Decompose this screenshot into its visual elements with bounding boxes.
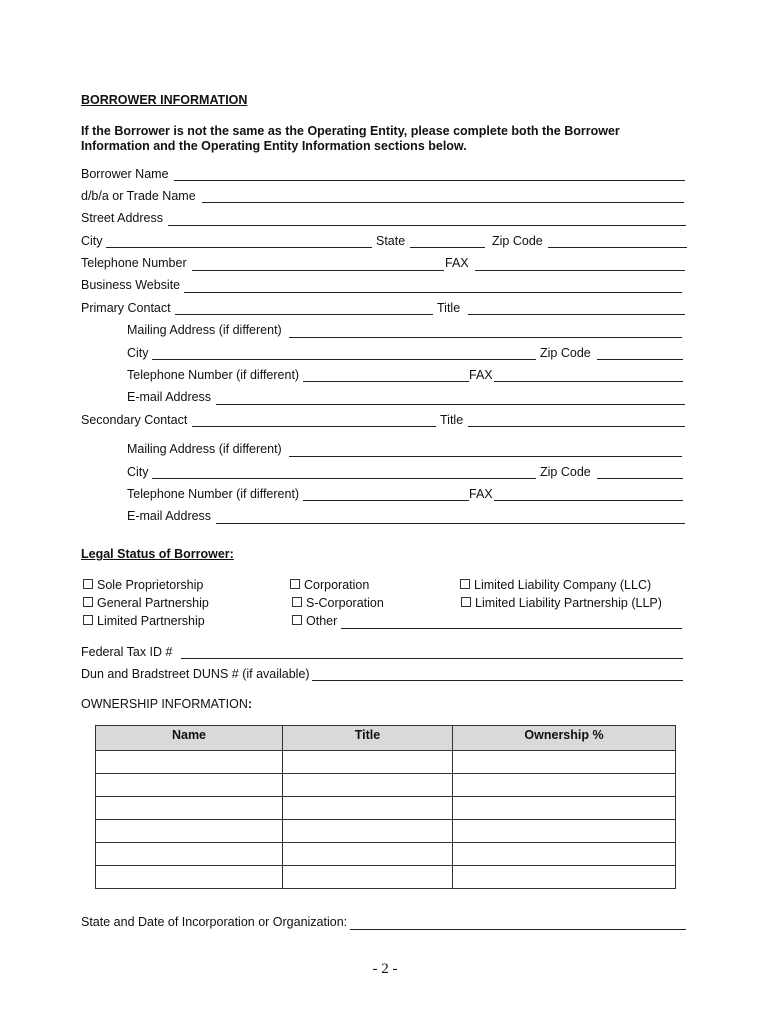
primary-mailing-field[interactable] — [289, 337, 682, 338]
secondary-mailing-label: Mailing Address (if different) — [127, 442, 282, 456]
table-row — [96, 797, 676, 820]
telephone-label: Telephone Number — [81, 256, 187, 270]
option-label: General Partnership — [97, 596, 209, 610]
option-label: Limited Liability Partnership (LLP) — [475, 596, 662, 610]
city-field[interactable] — [106, 247, 372, 248]
instructions-line-2: Information and the Operating Entity Information sections below. — [81, 139, 467, 153]
incorporation-field[interactable] — [350, 929, 686, 930]
ownership-cell-ownership[interactable] — [453, 866, 676, 889]
other-field[interactable] — [341, 628, 682, 629]
secondary-contact-field[interactable] — [192, 426, 436, 427]
checkbox-icon — [292, 615, 302, 625]
secondary-telephone-field[interactable] — [303, 500, 469, 501]
primary-fax-field[interactable] — [494, 381, 683, 382]
ownership-cell-name[interactable] — [96, 751, 283, 774]
ownership-cell-title[interactable] — [283, 797, 453, 820]
checkbox-icon — [83, 597, 93, 607]
page-number: - 2 - — [372, 961, 398, 977]
secondary-zip-label: Zip Code — [540, 465, 591, 479]
option-label: Sole Proprietorship — [97, 578, 204, 592]
sole-proprietorship-checkbox[interactable] — [83, 578, 203, 593]
ownership-heading: OWNERSHIP INFORMATION: — [81, 697, 253, 711]
ownership-cell-title[interactable] — [283, 843, 453, 866]
fax-label: FAX — [445, 256, 469, 270]
option-label: Limited Partnership — [97, 614, 205, 628]
secondary-title-field[interactable] — [468, 426, 685, 427]
zip-code-field[interactable] — [548, 247, 687, 248]
llc-checkbox[interactable] — [460, 578, 651, 593]
table-row — [96, 866, 676, 889]
llp-checkbox[interactable] — [461, 596, 662, 611]
ownership-cell-title[interactable] — [283, 751, 453, 774]
duns-label: Dun and Bradstreet DUNS # (if available) — [81, 667, 310, 681]
column-header-title: Title — [283, 726, 453, 751]
checkbox-icon — [83, 615, 93, 625]
state-field[interactable] — [410, 247, 485, 248]
ownership-cell-name[interactable] — [96, 866, 283, 889]
other-checkbox[interactable] — [292, 614, 337, 629]
table-row — [96, 774, 676, 797]
federal-tax-id-label: Federal Tax ID # — [81, 645, 173, 659]
legal-status-heading: Legal Status of Borrower: — [81, 547, 234, 561]
column-header-ownership: Ownership % — [453, 726, 676, 751]
ownership-cell-name[interactable] — [96, 843, 283, 866]
option-label: Other — [306, 614, 338, 628]
primary-title-label: Title — [437, 301, 461, 315]
borrower-name-field[interactable] — [174, 180, 685, 181]
primary-city-field[interactable] — [152, 359, 536, 360]
secondary-title-label: Title — [440, 413, 464, 427]
secondary-email-label: E-mail Address — [127, 509, 212, 523]
website-label: Business Website — [81, 278, 181, 292]
ownership-cell-ownership[interactable] — [453, 820, 676, 843]
ownership-table — [95, 725, 676, 889]
primary-telephone-label: Telephone Number (if different) — [127, 368, 300, 382]
duns-field[interactable] — [312, 680, 683, 681]
checkbox-icon — [460, 579, 470, 589]
incorporation-label: State and Date of Incorporation or Organization: — [81, 915, 348, 929]
ownership-cell-ownership[interactable] — [453, 843, 676, 866]
checkbox-icon — [461, 597, 471, 607]
ownership-cell-name[interactable] — [96, 797, 283, 820]
ownership-header-row — [96, 726, 676, 751]
ownership-cell-title[interactable] — [283, 774, 453, 797]
section-title: BORROWER INFORMATION — [81, 93, 248, 107]
primary-telephone-field[interactable] — [303, 381, 469, 382]
primary-zip-label: Zip Code — [540, 346, 591, 360]
secondary-mailing-field[interactable] — [289, 456, 682, 457]
secondary-city-field[interactable] — [152, 478, 536, 479]
corporation-checkbox[interactable] — [290, 578, 369, 593]
table-row — [96, 751, 676, 774]
column-header-name: Name — [96, 726, 283, 751]
secondary-zip-field[interactable] — [597, 478, 683, 479]
primary-email-field[interactable] — [216, 404, 685, 405]
ownership-cell-title[interactable] — [283, 820, 453, 843]
limited-partnership-checkbox[interactable] — [83, 614, 205, 629]
dba-label: d/b/a or Trade Name — [81, 189, 196, 203]
primary-city-label: City — [127, 346, 149, 360]
option-label: Corporation — [304, 578, 370, 592]
option-label: S-Corporation — [306, 596, 384, 610]
dba-field[interactable] — [202, 202, 684, 203]
ownership-cell-name[interactable] — [96, 774, 283, 797]
secondary-contact-label: Secondary Contact — [81, 413, 188, 427]
street-address-label: Street Address — [81, 211, 163, 225]
primary-title-field[interactable] — [468, 314, 685, 315]
primary-email-label: E-mail Address — [127, 390, 212, 404]
street-address-field[interactable] — [168, 225, 686, 226]
telephone-field[interactable] — [192, 270, 444, 271]
ownership-cell-ownership[interactable] — [453, 751, 676, 774]
instructions-line-1: If the Borrower is not the same as the Operating Entity, please complete both the Borrower — [81, 124, 620, 138]
website-field[interactable] — [184, 292, 682, 293]
secondary-city-label: City — [127, 465, 149, 479]
federal-tax-id-field[interactable] — [181, 658, 683, 659]
checkbox-icon — [292, 597, 302, 607]
state-label: State — [376, 234, 406, 248]
checkbox-icon — [290, 579, 300, 589]
ownership-cell-ownership[interactable] — [453, 774, 676, 797]
ownership-cell-name[interactable] — [96, 820, 283, 843]
primary-fax-label: FAX — [469, 368, 493, 382]
table-row — [96, 843, 676, 866]
zip-code-label: Zip Code — [492, 234, 543, 248]
s-corporation-checkbox[interactable] — [292, 596, 384, 611]
option-label: Limited Liability Company (LLC) — [474, 578, 652, 592]
primary-contact-label: Primary Contact — [81, 301, 171, 315]
checkbox-icon — [83, 579, 93, 589]
city-label: City — [81, 234, 103, 248]
table-row — [96, 820, 676, 843]
primary-mailing-label: Mailing Address (if different) — [127, 323, 282, 337]
fax-field[interactable] — [475, 270, 685, 271]
primary-zip-field[interactable] — [597, 359, 683, 360]
secondary-fax-label: FAX — [469, 487, 493, 501]
ownership-cell-ownership[interactable] — [453, 797, 676, 820]
general-partnership-checkbox[interactable] — [83, 596, 209, 611]
secondary-telephone-label: Telephone Number (if different) — [127, 487, 300, 501]
ownership-cell-title[interactable] — [283, 866, 453, 889]
borrower-name-label: Borrower Name — [81, 167, 169, 181]
primary-contact-field[interactable] — [175, 314, 433, 315]
secondary-fax-field[interactable] — [494, 500, 683, 501]
secondary-email-field[interactable] — [216, 523, 685, 524]
